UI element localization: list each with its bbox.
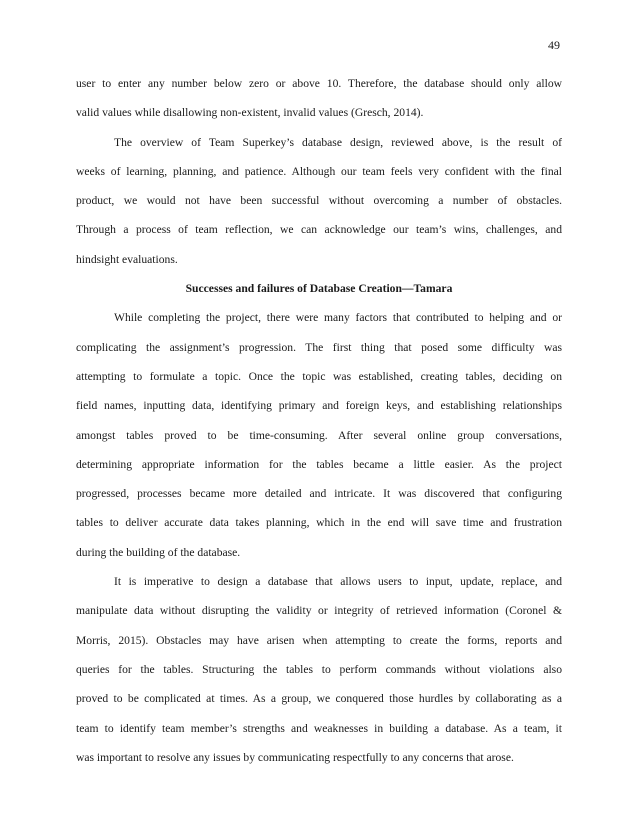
text-line: manipulate data without disrupting the validity or integrity of retrieved information (Coronel & [76,604,562,618]
text-line: during the building of the database. [76,545,241,559]
paragraph [76,303,562,567]
text-line: complicating the assignment’s progression. The first thing that posed some difficulty was [76,340,562,354]
text-line: proved to be complicated at times. As a group, we conquered those hurdles by collaborating as a [76,692,562,706]
text-line: product, we would not have been successful without overcoming a number of obstacles. [76,194,562,208]
text-line: team to identify team member’s strengths and weaknesses in building a database. As a team, it [76,721,562,735]
page-number: 49 [548,38,560,52]
text-line: weeks of learning, planning, and patience. Although our team feels very confident with the final [76,164,562,178]
text-line: determining appropriate information for the tables became a little easier. As the project [76,457,562,471]
text-line: user to enter any number below zero or above 10. Therefore, the database should only allow [76,77,562,90]
text-line: attempting to formulate a topic. Once the topic was established, creating tables, deciding on [76,369,562,383]
text-line: The overview of Team Superkey’s database design, reviewed above, is the result of [114,135,562,149]
text-line: queries for the tables. Structuring the tables to perform commands without violations also [76,662,562,676]
text-line: Through a process of team reflection, we can acknowledge our team’s wins, challenges, and [76,223,562,237]
paragraph [76,567,562,772]
text-line: While completing the project, there were many factors that contributed to helping and or [114,311,562,325]
text-line: hindsight evaluations. [76,252,178,266]
text-line: field names, inputting data, identifying primary and foreign keys, and establishing relationships [76,399,562,413]
text-line: It is imperative to design a database that allows users to input, update, replace, and [114,575,562,589]
text-line: Morris, 2015). Obstacles may have arisen when attempting to create the forms, reports and [76,633,562,647]
text-line: valid values while disallowing non-existent, invalid values (Gresch, 2014). [76,106,424,120]
section-heading: Successes and failures of Database Creation—Tamara [185,282,453,296]
text-line: tables to deliver accurate data takes planning, which in the end will save time and frustration [76,516,562,530]
text-line: was important to resolve any issues by communicating respectfully to any concerns that arose. [76,750,514,764]
body-text [76,69,562,772]
text-line: amongst tables proved to be time-consuming. After several online group conversations, [76,428,562,442]
paragraph [76,128,562,274]
text-line: progressed, processes became more detailed and intricate. It was discovered that configuring [76,487,562,501]
paragraph [76,69,562,128]
